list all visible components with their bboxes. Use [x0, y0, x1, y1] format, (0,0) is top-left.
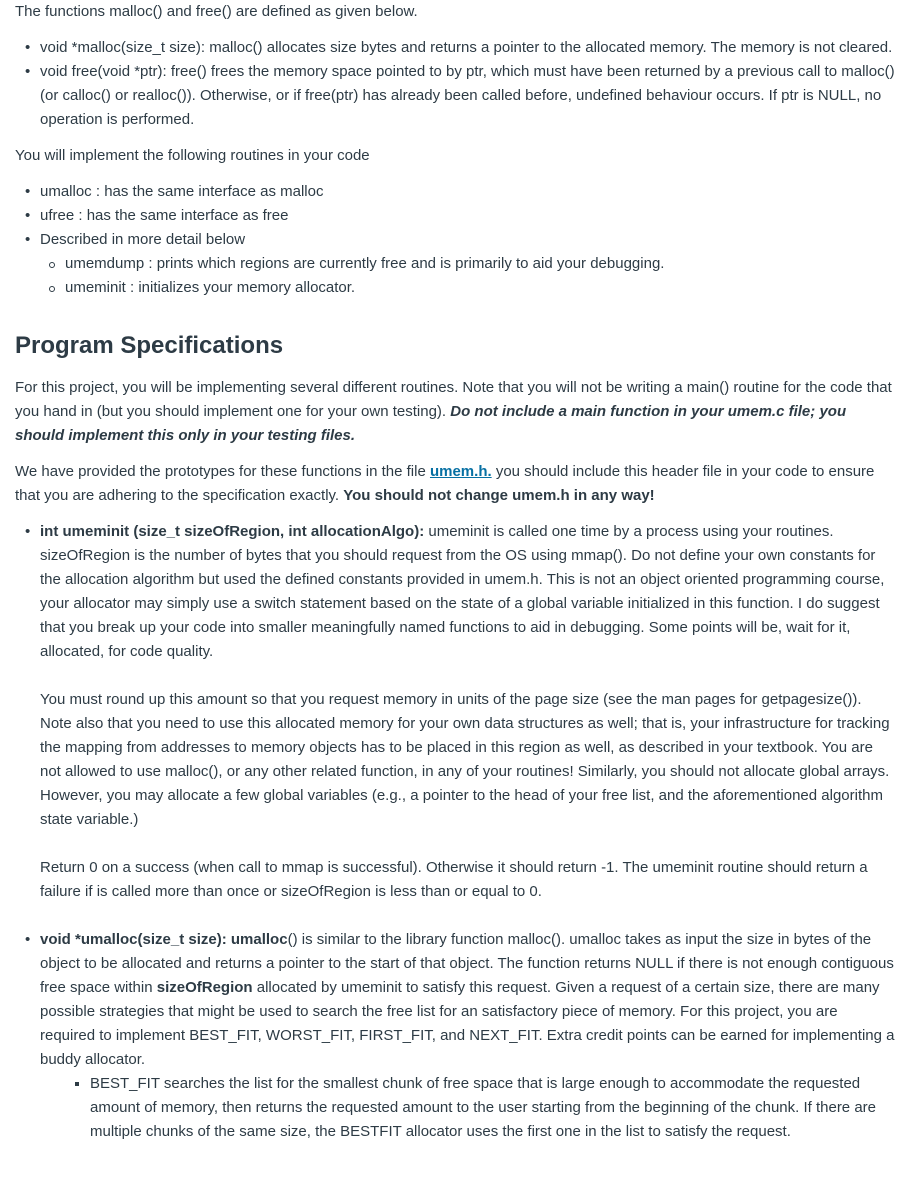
spec-functions-list [15, 520, 896, 1144]
spec-p1-emphasis: Do not include a main function in your umem.c file; you should implement this only in your testing files. [15, 403, 847, 444]
list-item-malloc: • void *malloc(size_t size): malloc() allocates size bytes and returns a pointer to the allocated memory. The memory is not cleared. [15, 36, 896, 60]
spec-p2-after: you should include this header file in your code to ensure that you are adhering to the specification exactly. [15, 463, 875, 504]
list-item-described [15, 228, 896, 300]
list-item-umemdump: umemdump : prints which regions are currently free and is primarily to aid your debugging. [40, 252, 896, 276]
umem-h-link[interactable]: umem.h. [429, 463, 492, 480]
spec-p2-before: We have provided the prototypes for these functions in the file [15, 463, 430, 480]
umeminit-para-1 [40, 520, 896, 664]
list-item-best-fit: BEST_FIT searches the list for the smallest chunk of free space that is large enough to accommodate the requested amount of memory, then returns the requested amount to the user starting from the beginning of the chunk. If there are multiple chunks of the same size, the BESTFIT allocator uses the first one in the list to satisfy the request. [65, 1072, 896, 1144]
described-label: Described in more detail below [40, 231, 246, 248]
fit-strategies-list [40, 1072, 896, 1144]
routines-list [15, 180, 896, 300]
umeminit-description: umeminit is called one time by a process using your routines. sizeOfRegion is the number of bytes that you should request from the OS using mmap(). Do not define your own constants for the allocation algorithm but used the defined constants provided in umem.h. This is not an object oriented programming course, your allocator may simply use a switch statement based on the state of a global variable initialized in this function. I do suggest that you break up your code into smaller meaningfully named functions to aid in debugging. Some points will be, wait for it, allocated, for code quality. [40, 523, 885, 660]
umeminit-para-3: Return 0 on a success (when call to mmap is successful). Otherwise it should return -1. The umeminit routine should return a failure if is called more than once or sizeOfRegion is less than or equal to 0. [40, 859, 868, 900]
umeminit-signature: int umeminit (size_t sizeOfRegion, int allocationAlgo): [40, 523, 425, 540]
list-item-free: • void free(void *ptr): free() frees the memory space pointed to by ptr, which must have been returned by a previous call to malloc() (or calloc() or realloc()). Otherwise, or if free(ptr) has already been called before, undefined behaviour occurs. If ptr is NULL, no operation is performed. [15, 60, 896, 132]
section-title: Program Specifications [15, 332, 284, 359]
spec-p2-bold: You should not change umem.h in any way! [343, 487, 655, 504]
function-definitions-list [15, 36, 896, 132]
umalloc-bold-word: sizeOfRegion [156, 979, 253, 996]
umeminit-para-2: You must round up this amount so that you request memory in units of the page size (see the man pages for getpagesize()). Note also that you need to use this allocated memory for your own data structures as well; that is, your infrastructure for tracking the mapping from addresses to memory objects has to be placed in this region as well, as described in your textbook. You are not allowed to use malloc(), or any other related function, in any of your routines! Similarly, you should not allocate global arrays. However, you may allocate a few global variables (e.g., a pointer to the head of your free list, and the aforementioned algorithm state variable.) [40, 691, 890, 828]
list-item-ufree: • ufree : has the same interface as free [15, 204, 896, 228]
intro-line: The functions malloc() and free() are defined as given below. [15, 3, 418, 20]
umalloc-text-b: allocated by umeminit to satisfy this request. Given a request of a certain size, there are many possible strategies that might be used to search the free list for an satisfactory piece of memory. For this project, you are required to implement BEST_FIT, WORST_FIT, FIRST_FIT, and NEXT_FIT. Extra credit points can be earned for implementing a buddy allocator. [40, 979, 895, 1068]
list-item-umalloc: • umalloc : has the same interface as malloc [15, 180, 896, 204]
sub-routines-list [40, 252, 896, 300]
spec-paragraph-2 [15, 460, 896, 508]
spec-p1-text: For this project, you will be implementing several different routines. Note that you will not be writing a main() routine for the code that you hand in (but you should implement one for your own testing). [15, 379, 892, 420]
spec-paragraph-1 [15, 376, 896, 448]
list-item-umeminit: umeminit : initializes your memory allocator. [40, 276, 896, 300]
routines-lead: You will implement the following routines in your code [15, 147, 370, 164]
list-item-umeminit-spec [15, 520, 896, 904]
list-item-umalloc-spec [15, 928, 896, 1144]
umalloc-para [40, 928, 896, 1072]
umalloc-signature: void *umalloc(size_t size): umalloc [40, 931, 288, 948]
umalloc-text-a: () is similar to the library function malloc(). umalloc takes as input the size in bytes of the object to be allocated and returns a pointer to the start of that object. The function returns NULL if there is not enough contiguous free space within [40, 931, 894, 996]
